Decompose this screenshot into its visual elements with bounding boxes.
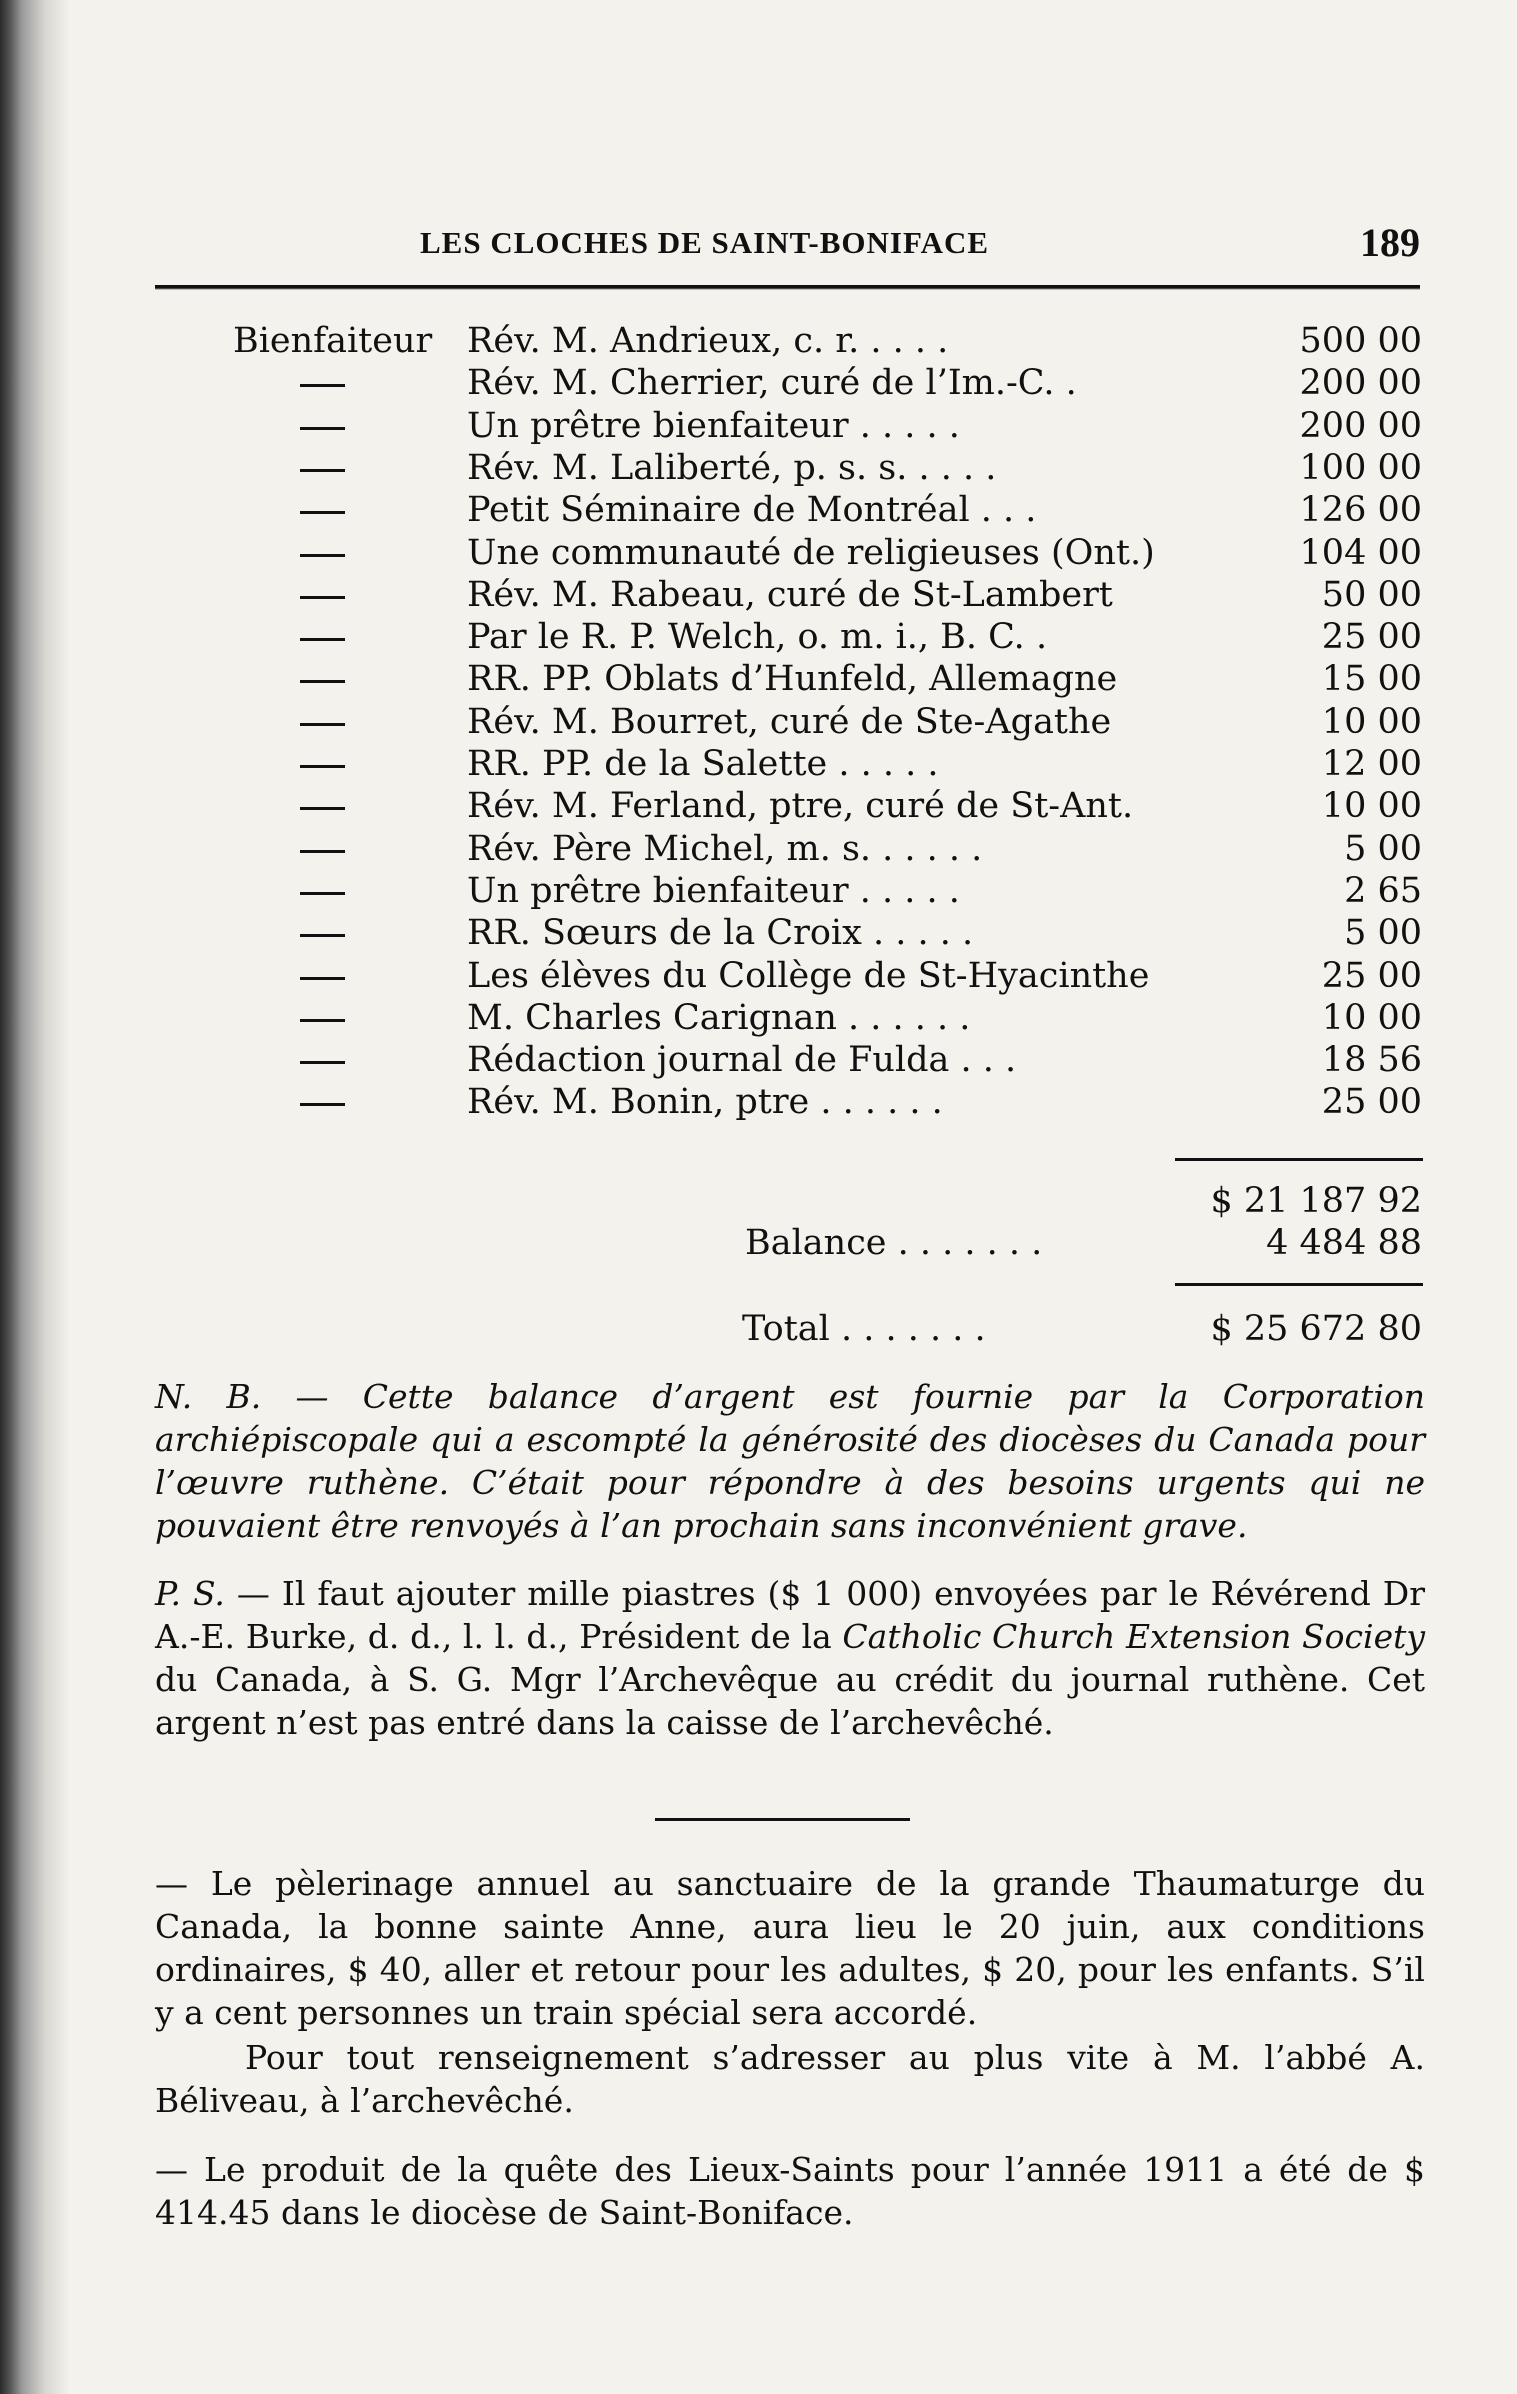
ditto-dash [300,934,345,937]
ditto-dash [300,1103,345,1106]
ditto-dash [300,1019,345,1022]
ditto-dash [300,723,345,726]
donor-type-label: Bienfaiteur [233,321,433,361]
donor-name: RR. Sœurs de la Croix . . . . . [467,913,974,954]
donation-amount: 50 00 [1321,574,1422,615]
donation-amount: 104 00 [1299,532,1422,573]
ledger-row [0,574,1517,616]
announcement-collection: — Le produit de la quête des Lieux-Saints pour l’année 1911 a été de $ 414.45 dans le diocèse de Saint-Boniface. [155,2150,1425,2232]
balance-amount: 4 484 88 [1266,1223,1422,1263]
donation-amount: 126 00 [1299,490,1422,531]
donation-amount: 10 00 [1321,997,1422,1038]
ditto-dash [300,469,345,472]
subtotal-rule [1175,1158,1423,1161]
donation-amount: 25 00 [1321,955,1422,996]
ditto-dash [300,765,345,768]
page-number: 189 [1360,220,1420,265]
ledger-row [0,320,1517,362]
total-label: Total . . . . . . . [742,1309,986,1349]
donor-name: Rév. Père Michel, m. s. . . . . . [467,828,983,869]
ledger-row [0,658,1517,700]
donation-amount: 25 00 [1321,617,1422,658]
header-rule [155,285,1420,290]
donation-amount: 100 00 [1299,447,1422,488]
ledger-row [0,955,1517,997]
note-ps-text-2: du Canada, à S. G. Mgr l’Archevêque au crédit du journal ruthène. Cet argent n’est pas entré dans la caisse de l’archevêché. [155,1660,1425,1742]
ledger-row [0,828,1517,870]
ledger-row [0,743,1517,785]
donor-name: Rév. M. Andrieux, c. r. . . . . [467,321,949,361]
ditto-dash [300,427,345,430]
ledger-row [0,489,1517,531]
note-ps-italic: Catholic Church Extension Society [842,1617,1425,1656]
donation-amount: 500 00 [1299,321,1422,361]
ledger-row [0,362,1517,404]
ditto-dash [300,850,345,853]
donation-amount: 12 00 [1321,744,1422,784]
total-rule [1175,1283,1423,1286]
ditto-dash [300,384,345,387]
ledger-row [0,870,1517,912]
ditto-dash [300,680,345,683]
ledger-row [0,701,1517,743]
donation-amount: 200 00 [1299,363,1422,404]
section-separator [655,1818,910,1821]
donor-name: Rév. M. Bonin, ptre . . . . . . [467,1082,943,1123]
announcement-pilgrimage: — Le pèlerinage annuel au sanctuaire de la grande Thaumaturge du Canada, la bonne sainte Anne, aura lieu le 20 juin, aux conditions ordinaires, $ 40, aller et retour pour les adultes, $ 20, pour les enfants. S’il y a cent personnes un train spécial sera accordé. [155,1864,1425,2032]
donor-name: RR. PP. Oblats d’Hunfeld, Allemagne [467,659,1118,700]
donor-name: Rév. M. Cherrier, curé de l’Im.-C. . [467,363,1077,404]
announcement-contact: Pour tout renseignement s’adresser au plus vite à M. l’abbé A. Béliveau, à l’archevêché. [155,2038,1425,2120]
note-ps-text-1: — Il faut ajouter mille piastres ($ 1 000) envoyées par le Révérend Dr A.-E. Burke, d. d., l. l. d., Président de la [155,1574,1425,1656]
note-nb-text: N. B. — Cette balance d’argent est fournie par la Corporation archiépiscopale qui a escompté la générosité des diocèses du Canada pour l’œuvre ruthène. C’était pour répondre à des besoins urgents qui ne pouvaient être renvoyés à l’an prochain sans inconvénient grave. [155,1377,1425,1545]
donor-name: Rév. M. Bourret, curé de Ste-Agathe [467,701,1112,742]
ledger-row [0,447,1517,489]
donor-name: Par le R. P. Welch, o. m. i., B. C. . [467,617,1048,658]
ledger-row [0,616,1517,658]
ledger-row [0,1081,1517,1123]
ledger-row [0,405,1517,447]
ledger-row [0,997,1517,1039]
running-title: LES CLOCHES DE SAINT-BONIFACE [420,225,990,260]
running-head [150,220,1420,285]
ditto-dash [300,892,345,895]
donation-amount: 18 56 [1321,1040,1422,1081]
donation-amount: 5 00 [1344,913,1422,954]
donor-name: Rév. M. Rabeau, curé de St-Lambert [467,574,1113,615]
donation-amount: 25 00 [1321,1082,1422,1123]
donation-amount: 10 00 [1321,701,1422,742]
donation-amount: 2 65 [1344,870,1422,911]
subtotal-amount: $ 21 187 92 [1210,1181,1422,1221]
donation-amount: 15 00 [1321,659,1422,700]
note-ps [155,1572,1425,1744]
total-amount: $ 25 672 80 [1210,1309,1422,1349]
ledger-row [0,532,1517,574]
note-ps-lead: P. S. [155,1574,225,1613]
note-nb [155,1375,1425,1547]
ledger-row [0,912,1517,954]
donor-name: Rév. M. Laliberté, p. s. s. . . . . [467,447,997,488]
ditto-dash [300,807,345,810]
donation-amount: 5 00 [1344,828,1422,869]
donor-name: M. Charles Carignan . . . . . . [467,997,971,1038]
ledger-row [0,1039,1517,1081]
ditto-dash [300,638,345,641]
donor-name: Un prêtre bienfaiteur . . . . . [467,405,960,446]
donor-name: Rév. M. Ferland, ptre, curé de St-Ant. [467,786,1134,827]
donor-name: Rédaction journal de Fulda . . . [467,1040,1017,1081]
balance-label: Balance . . . . . . . [745,1223,1043,1263]
ditto-dash [300,596,345,599]
donation-amount: 10 00 [1321,786,1422,827]
ditto-dash [300,977,345,980]
donation-amount: 200 00 [1299,405,1422,446]
ditto-dash [300,554,345,557]
ditto-dash [300,511,345,514]
donor-name: Un prêtre bienfaiteur . . . . . [467,870,960,911]
ledger-row [0,785,1517,827]
donor-name: Une communauté de religieuses (Ont.) [467,532,1155,573]
donor-name: RR. PP. de la Salette . . . . . [467,744,939,784]
donor-name: Petit Séminaire de Montréal . . . [467,490,1037,531]
donor-name: Les élèves du Collège de St-Hyacinthe [467,955,1150,996]
ditto-dash [300,1061,345,1064]
